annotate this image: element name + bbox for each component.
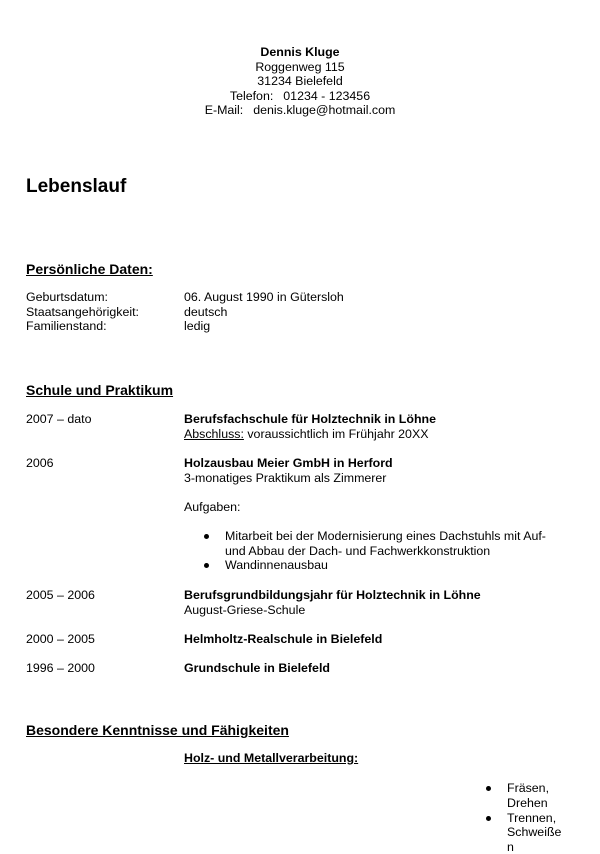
task-item [225,558,565,573]
skills-heading: Besondere Kenntnisse und Fähigkeiten [26,722,289,739]
entry-period: 2005 – 2006 [26,588,95,603]
skill-text: n [507,840,577,854]
entry-period: 1996 – 2000 [26,661,95,676]
phone-line [0,89,600,104]
task-item-continuation [225,544,565,559]
skill-item [507,781,577,810]
task-text: Wandinnenausbau [225,558,328,572]
skill-text: Drehen [507,796,577,811]
street-address: Roggenweg 115 [0,60,600,75]
skill-item [507,811,577,854]
graduation-label: Abschluss: [184,427,244,441]
entry-title: Helmholtz-Realschule in Bielefeld [184,632,564,647]
personal-label: Familienstand: [26,319,107,334]
entry-period: 2007 – dato [26,412,91,427]
entry-subtitle: August-Griese-Schule [184,603,564,618]
skill-text: Schweiße [507,825,577,840]
skills-subheading: Holz- und Metallverarbeitung: [184,751,358,766]
school-heading: Schule und Praktikum [26,382,173,399]
email-label: E-Mail: [205,103,244,118]
personal-value: ledig [184,319,564,334]
entry-title: Grundschule in Bielefeld [184,661,564,676]
document-title: Lebenslauf [26,176,126,198]
personal-label: Staatsangehörigkeit: [26,305,139,320]
tasks-label: Aufgaben: [184,500,564,515]
personal-value: deutsch [184,305,564,320]
task-item [225,529,565,544]
task-text: Mitarbeit bei der Modernisierung eines Dachstuhls mit Auf- [225,529,546,543]
contact-header [0,45,600,118]
entry-title: Berufsgrundbildungsjahr für Holztechnik in Löhne [184,588,564,603]
personal-label: Geburtsdatum: [26,290,108,305]
entry-title: Berufsfachschule für Holztechnik in Löhne [184,412,564,427]
skill-text: Trennen, [507,811,577,826]
personal-value: 06. August 1990 in Gütersloh [184,290,564,305]
city-address: 31234 Bielefeld [0,74,600,89]
entry-subtitle: 3-monatiges Praktikum als Zimmerer [184,471,564,486]
entry-period: 2006 [26,456,54,471]
entry-period: 2000 – 2005 [26,632,95,647]
email-line [0,103,600,118]
applicant-name: Dennis Kluge [0,45,600,60]
entry-detail-line [184,427,564,442]
email-address: denis.kluge@hotmail.com [253,103,395,117]
entry-title: Holzausbau Meier GmbH in Herford [184,456,564,471]
skill-text: Fräsen, [507,781,577,796]
graduation-value: voraussichtlich im Frühjahr 20XX [244,427,429,441]
task-text: und Abbau der Dach- und Fachwerkkonstruktion [225,544,490,558]
phone-number: 01234 - 123456 [283,89,370,103]
phone-label: Telefon: [230,89,273,104]
personal-data-heading: Persönliche Daten: [26,261,153,278]
